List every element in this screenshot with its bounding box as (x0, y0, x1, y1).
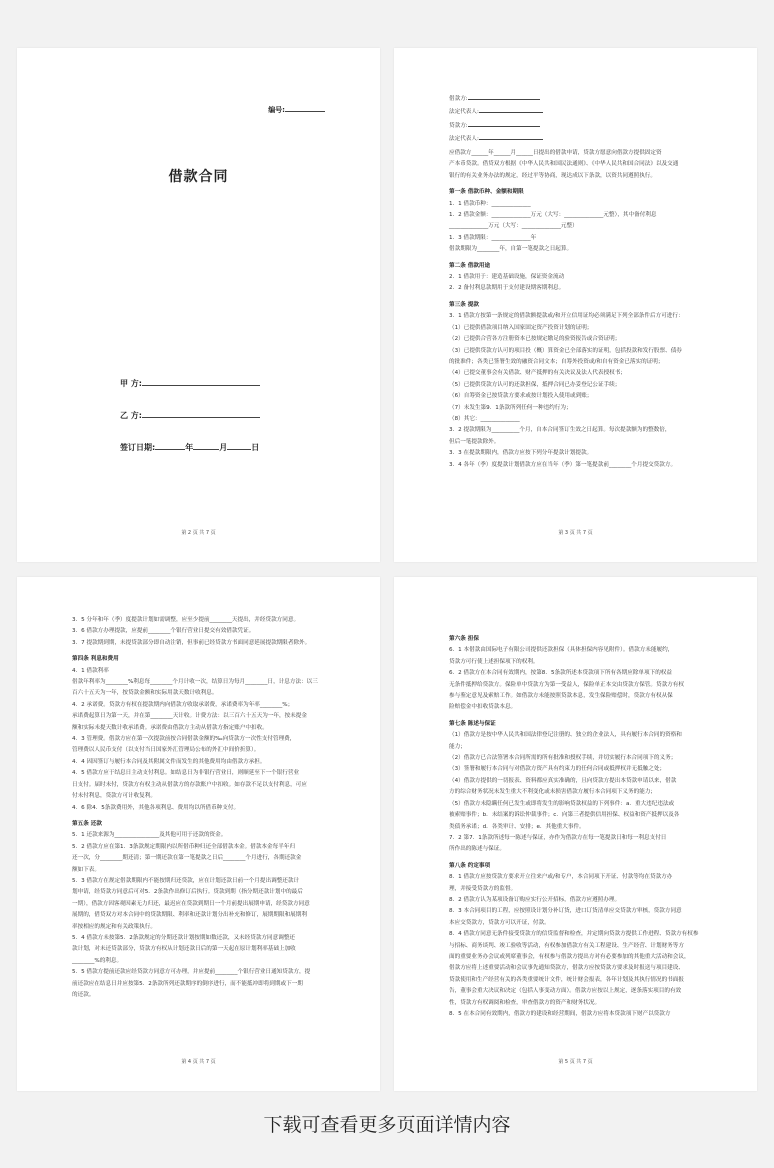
body-line: （3）签署和履行本合同与对借款方资产具有约束力的任何合同或抵押权并无抵触之处； (449, 766, 666, 773)
body-line: 理，并接受贷款方的监督。 (449, 885, 517, 892)
body-line: 2．1 借款用于：建造基础设施，保证资金流动 (449, 274, 565, 281)
party-field: 法定代表人: (449, 132, 723, 145)
body-line: （1）借款方是按中华人民共和国法律登记注册的、独立的企业法人，具有履行本合同的资格和 (449, 732, 682, 739)
section-heading: 第二条 借款用途 (449, 262, 491, 269)
body-line: 无条件抵押给贷款方。保险单中贷款方为第一受益人，保险单正本交由贷款方保管。贷款方有权 (449, 681, 684, 688)
download-caption: 下载可查看更多页面详情内容 (263, 1114, 511, 1136)
contract-number (268, 104, 325, 115)
body-line: 额如下表。 (72, 866, 100, 873)
body-line: （5）已提供贷款方认可的还款担保，抵押合同已办妥登记公证手续； (449, 381, 621, 388)
body-line: 5．2 借款方应在第1．3条款规定期限内以所借币种归还全部借款本金。借款本金每半年归 (72, 843, 295, 850)
body-line: 贷款方可行使上述担保项下的权利。 (449, 658, 539, 665)
body-line: 4．5 借款方应于结息日主动支付利息。如结息日为非银行营业日，则顺延至下一个银行营业 (72, 770, 300, 777)
body-line: 1．3 借款期限：______________年 (449, 234, 537, 241)
body-line: 的还款。 (72, 992, 95, 998)
body-line: 1．1 借款币种：______________ (449, 200, 531, 207)
body-line: 5．3 借款方在规定借款期限内不能按期归还贷款，应在计划还款日前一个月提出调整还款计 (72, 877, 300, 884)
body-line: （6）自筹资金已按贷款方要求或按计划投入使用或到账； (449, 393, 593, 400)
body-line: 2．2 备付利息款期用于支付建设期客期利息。 (449, 285, 565, 292)
body-line: 率按相应的规定和有关政策执行。 (72, 923, 156, 930)
body-line: 5．5 借款方提前还款应经贷款方同意方可办理，并应提前________个银行营业日通知贷款方，提 (72, 969, 311, 976)
body-line: 能力； (449, 743, 466, 750)
body-line: 银行的有关业务办法的规定，经过平等协商，现达成以下条款，以资共同遵照执行。 (449, 172, 656, 179)
body-line: 8．3 本合同项目的工程，应按照设计划分补订货，进口订货清单应交贷款方审核，贷款方同意 (449, 908, 682, 915)
contract-number-blank (285, 104, 325, 112)
body-line: 管理费以人民币支付（以支付当日国家外汇管理局公布的外汇中间价折算）。 (72, 747, 260, 754)
body-line: 8．4 借款方同意无条件接受贷款方的信贷监督和检查，并定期向贷款方提供工作进程、贷款方有权参 (449, 931, 699, 938)
body-line: 3．3 在提款期限内，借款方应按下列分年提款计划提款。 (449, 450, 593, 457)
contract-page-5 (394, 577, 757, 1091)
month-label: 月 (219, 443, 228, 452)
body-line: 告，董事会重大决议和决定（包括人事变动方面）。借款方应按以上规定，逐条落实项目的有效 (449, 988, 682, 995)
body-line: 7．2 第7．1条款所述每一陈述与保证，亦作为借款方在每一笔提款日和每一利息支付日 (449, 834, 667, 841)
body-line: 6．1 本借款由国际电子有限公司提供还款担保（具体担保内容见附件）。借款方未能履约， (449, 647, 674, 654)
body-line: （7）未发生第9．1条款所列任何一种违约行为； (449, 404, 572, 411)
body-line: 被索赔事件；b．未结案的诉讼仲裁事件；c．向第三者提供信用担保、权益和资产抵押以及各 (449, 812, 680, 819)
section-heading: 第一条 借款币种、金额和期限 (449, 189, 524, 196)
day-label: 日 (251, 443, 260, 452)
contract-page-3 (394, 48, 757, 562)
body-line: 5．4 借款方未按第5．2条款规定的分期还款计划按期如数还款，又未经贷款方同意调整还 (72, 934, 295, 941)
section-heading: 第三条 提款 (449, 301, 479, 308)
section-heading: 第七条 陈述与保证 (449, 720, 496, 727)
page-footer: 第 2 页 共 7 页 (181, 530, 216, 536)
month-blank (193, 440, 219, 450)
body-line: 与招标、商务谈判、竣工验收等活动，有权参加借款方有关工程建设、生产经营、计划财务等方 (449, 942, 684, 949)
body-line: 付未付利息，贷款方可计收复利。 (72, 793, 156, 800)
body-line: 承诺费起算日为第一天，并在第________天计收。计费方法：以三百六十五天为一年，按未提金 (72, 713, 307, 720)
body-line: ______________万元（大写：______________元整） (449, 223, 578, 230)
party-a-blank (142, 376, 260, 386)
body-line: 类债务承诺；d．各类审计、安排；e．其他重大事件。 (449, 823, 585, 830)
body-line: （2）借款方已合法签署本合同所需的所有批准和授权手续，并切实履行本合同项下的义务； (449, 755, 677, 762)
body-line: （3）已提供贷款方认可的项目投（概）算资金已全部落实的证明，包括投款和发行股票、债券 (449, 347, 682, 354)
body-line: 3．4 各年（季）度提款计划借款方应在当年（季）第一笔提款前________个月提交贷款方。 (449, 461, 677, 468)
party-field: 法定代表人: (449, 105, 723, 118)
section-heading: 第六条 担保 (449, 636, 479, 642)
body-line: 日支付。届时未付，贷款方有权主动从借款方的存款账户中扣收。如存款不足以支付利息，可应 (72, 781, 307, 788)
body-line: 4．2 承诺费。贷款方有权在提款期内向借款方收取承诺费，承诺费率为年率________%； (72, 701, 294, 708)
page-footer: 第 5 页 共 7 页 (558, 1059, 593, 1065)
body-line: 展期的，借贷双方对本合同中的贷款期限、利率和还款计划分出补充和修订，展期期限和展期利 (72, 912, 307, 919)
body-line: 4．3 管理费。借款方应在第一次提款前按合同借款金额的‰向贷款方一次性支付管理费， (72, 736, 296, 743)
body-line: 百六十五天为一年，按贷款金额和实际用款天数计收利息。 (72, 690, 218, 697)
body-line: 贷款使用和生产经营有关的各类重要统计文件，统计财会报表，各年计划及其执行情况的书面报 (449, 976, 684, 983)
body-line: 所作出的陈述与保证。 (449, 846, 505, 853)
body-line: 3．6 借款方办理提款，应提前________个银行营业日提交有效借款凭证。 (72, 628, 255, 635)
section-heading: 第八条 约定事项 (449, 862, 491, 869)
body-line: 前还款应在结息日并应按第5．2条款所列还款期序的倒序进行，而不能抵冲即将到期或下一期 (72, 980, 303, 987)
body-line: 还一次，分________期还清；第一期还款在第一笔提款之日后________个月进行，各期还款金 (72, 855, 302, 862)
body-line: （8）其它：______________ (449, 415, 520, 422)
sign-date-label: 签订日期: (120, 443, 156, 452)
body-line: （5）借款方未隐瞒任何已发生或即将发生的影响贷款权益的下列事件：a．重大违纪违法或 (449, 800, 675, 807)
body-line: 3．1 借款方按第一条规定的借款额提款或/和开立信用证均必须满足下列全部条件后方可进行： (449, 313, 684, 320)
party-fields (449, 92, 723, 146)
body-line: 借款期限为________年，自第一笔提款之日起算。 (449, 246, 573, 253)
party-b-blank (142, 408, 260, 418)
body-line: 方的综合财务状况未发生重大不利变化或未损害借款方履行本合同项下义务的能力； (449, 789, 656, 796)
body-line: 划申请，经贷款方同意后可对5．2条款作出修订后执行。贷款到期（指分期还款计划中的最后 (72, 889, 303, 896)
body-line: 本应交贷款方，贷款方可以开证，付款。 (449, 919, 550, 926)
party-a-line (120, 376, 260, 389)
page-body (449, 148, 723, 471)
body-line: 6．2 借款方在本合同有效期内，按第8．5条款所述本贷款项下所有各期应除单项下的权益 (449, 670, 672, 677)
body-line: 参与鉴定意见及索赔工作。如借款方未能按照贷款本息，发生保险赔偿时，贷款方有权从保 (449, 693, 673, 700)
body-line: ________%的利息。 (72, 957, 123, 964)
section-heading: 第四条 利息和费用 (72, 656, 119, 663)
body-line: 3．5 分年和年（季）度提款计划如需调整，应至少提前________天提出，并经贷款方同意。 (72, 617, 300, 623)
page-body (449, 629, 723, 1020)
page-footer: 第 4 页 共 7 页 (181, 1059, 216, 1065)
document-title: 借款合同 (168, 169, 229, 185)
cover-page (17, 48, 380, 562)
body-line: 3．2 提款期限为__________个月，自本合同签订生效之日起算。每次提款额为的整数倍， (449, 427, 671, 434)
body-line: 4．1 借款利率 (72, 667, 109, 674)
body-line: 性，贷款方有权调阅和检查，审查借款方的资产和财务状况。 (449, 999, 601, 1006)
year-blank (155, 440, 185, 450)
body-line: 借款年利率为________%利息每________个月计收一次，结算日为每月________日，计息方法：以三 (72, 679, 318, 686)
page-footer: 第 3 页 共 7 页 (558, 530, 593, 536)
body-line: （4）借款方提供的一切报表、资料都应真实准确的，且向贷款方提出本贷款申请以来，借款 (449, 777, 677, 784)
party-field: 借款方: (449, 92, 723, 105)
body-line: 但后一笔提款除外。 (449, 438, 500, 445)
contract-page-4 (17, 577, 380, 1091)
body-line: （1）已提供借款项目纳入国家固定资产投资计划的证明； (449, 324, 593, 331)
body-line: （4）已提交董事会有关借款、财产抵押的有关决议及法人代表授权书； (449, 370, 626, 377)
body-line: 4．6 除4．5条款费用外，其他各项利息、费用均以所借币种支付。 (72, 804, 240, 811)
body-line: 险赔偿金中扣收贷款本息。 (449, 704, 517, 711)
party-b-label: 乙 方: (120, 411, 142, 420)
body-line: 的批准件；各类已签署生效的融资合同文本；自筹外投资或/和自有资金已落实的证明； (449, 358, 664, 365)
party-b-line (120, 408, 260, 421)
contract-number-label: 编号: (268, 106, 285, 114)
year-label: 年 (185, 443, 194, 452)
body-line: 3．7 提款期到期，未提贷款部分即自动注销，但事前已经贷款方书面同意延展提款期限者除外。 (72, 639, 311, 646)
body-line: 8．2 借款方认为某项设备订购应实行公开招标，借款方应遵照办理。 (449, 896, 621, 903)
body-line: 5．1 还款来源为________________及其他可用于还款的资金。 (72, 832, 227, 839)
section-heading: 第五条 还款 (72, 820, 102, 827)
body-line: 面的重要业务办会议或列席董事会，有权参与借款方提出方对有必要参加的其他重大活动和会议， (449, 953, 690, 960)
body-line: 额和实际未提天数计收承诺费。承诺费由借款方主动从借款方指定账户中扣收。 (72, 724, 268, 731)
body-line: （2）已提供合营各方注册资本已按规定缴足的验资报告或合资证明； (449, 336, 621, 343)
body-line: 产本币贷款。借贷双方根据《中华人民共和国民法通则》、《中华人民共和国合同法》以及交通 (449, 161, 679, 168)
body-line: 4．4 因因签订与履行本合同及其附属文件而发生的其他费用均由借款方承担。 (72, 758, 266, 765)
body-line: 8．5 在本合同有效期内，借款方的建设和经营期间，借款方应将本贷款项下财产以贷款方 (449, 1011, 671, 1017)
body-line: 一期），借款方因客观因素无力归还，最迟应在贷款到期日一个月前提出展期申请，经贷款方同意 (72, 900, 310, 907)
body-line: 1．2 借款金额：______________万元（大写：______________元整），其中备付利息 (449, 212, 657, 219)
day-blank (227, 440, 251, 450)
sign-date-line (120, 440, 259, 453)
party-field: 贷款方: (449, 119, 723, 132)
party-a-label: 甲 方: (120, 379, 142, 388)
body-line: 款计划，对未还贷款部分，贷款方有权从计划还款日后的第一天起在原计划利率基础上加收 (72, 946, 296, 953)
body-line: 应借款方______年______月______日提出的借款申请，贷款方愿意向借款方提供固定资 (449, 150, 662, 156)
page-body (72, 615, 346, 1001)
body-line: 8．1 借款方应按贷款方要求开立往来户或/和专户，本合同项下开证、付款等均在贷款方办 (449, 874, 673, 881)
body-line: 借款方应将上述重要活动和会议事先通知贷款方，借款方应按贷款方要求及时报送与项目建设、 (449, 965, 684, 972)
